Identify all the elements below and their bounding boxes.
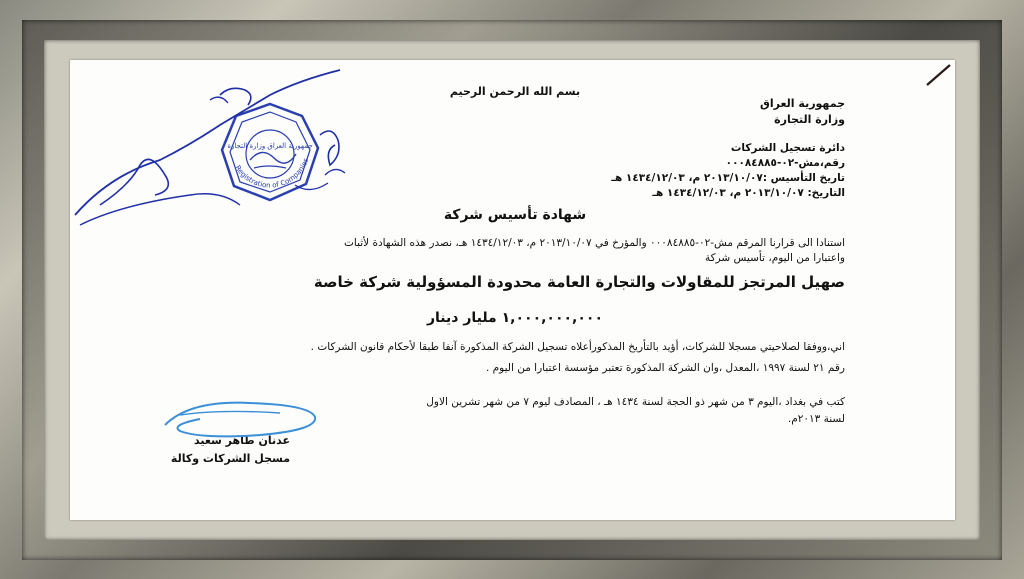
- handwritten-signature-bottom: [160, 395, 330, 445]
- signatory-title: مسجل الشركات وكالة: [170, 452, 290, 465]
- stamp-outer-text: Registration of Companies: [233, 157, 311, 190]
- stamp-inner-text: جمهورية العراق وزارة التجارة: [227, 142, 313, 150]
- founding-date: تاريخ التأسيس :٢٠١٣/١٠/٠٧ م، ١٤٣٤/١٢/٠٣ هـ: [611, 172, 845, 184]
- body-line-1: اني،ووفقا لصلاحيتي مسجلا للشركات، أؤيد بالتأريخ المذكورأعلاه تسجيل الشركة المذكورة آنفا طبقا لأحكام قانون الشركات .: [310, 341, 845, 353]
- capital-amount: ١,٠٠٠,٠٠٠,٠٠٠ مليار دينار: [426, 310, 604, 326]
- body-line-2: رقم ٢١ لسنة ١٩٩٧ ،المعدل ،وان الشركة المذكورة تعتبر مؤسسة اعتبارا من اليوم .: [486, 362, 845, 374]
- certificate-title: شهادة تأسيس شركة: [443, 207, 587, 223]
- handwritten-signature-top: [70, 65, 370, 235]
- signatory-name: عدنان طاهر سعيد: [193, 434, 290, 447]
- intro-line-2: واعتبارا من اليوم، تأسيس شركة: [704, 252, 845, 264]
- issue-date: التاريخ: ٢٠١٣/١٠/٠٧ م، ١٤٣٤/١٢/٠٣ هـ: [652, 187, 845, 199]
- country-name: جمهورية العراق: [760, 97, 845, 110]
- company-name: صهيل المرتجز للمقاولات والتجارة العامة محدودة المسؤولية شركة خاصة: [313, 273, 845, 291]
- written-line-1: كتب في بغداد ،اليوم ٣ من شهر ذو الحجة لسنة ١٤٣٤ هـ ، المصادف ليوم ٧ من شهر تشرين الاول: [426, 396, 845, 408]
- ministry-name: وزارة التجارة: [774, 113, 845, 126]
- basmala: بسم الله الرحمن الرحيم: [449, 85, 581, 98]
- registration-number: رقم،مش-٠٢-٠٠٠٨٤٨٨٥: [725, 157, 845, 169]
- certificate-paper: [70, 60, 955, 520]
- intro-line-1: استنادا الى قرارنا المرقم مش-٠٢-٠٠٠٨٤٨٨٥ والمؤرخ في ٢٠١٣/١٠/٠٧ م، ١٤٣٤/١٢/٠٣ هـ، نصدر هذه الشهادة لأثبات: [343, 237, 845, 249]
- written-line-2: لسنة ٢٠١٣م.: [787, 413, 845, 425]
- department-name: دائرة تسجيل الشركات: [730, 142, 845, 154]
- pen-mark: [922, 60, 962, 90]
